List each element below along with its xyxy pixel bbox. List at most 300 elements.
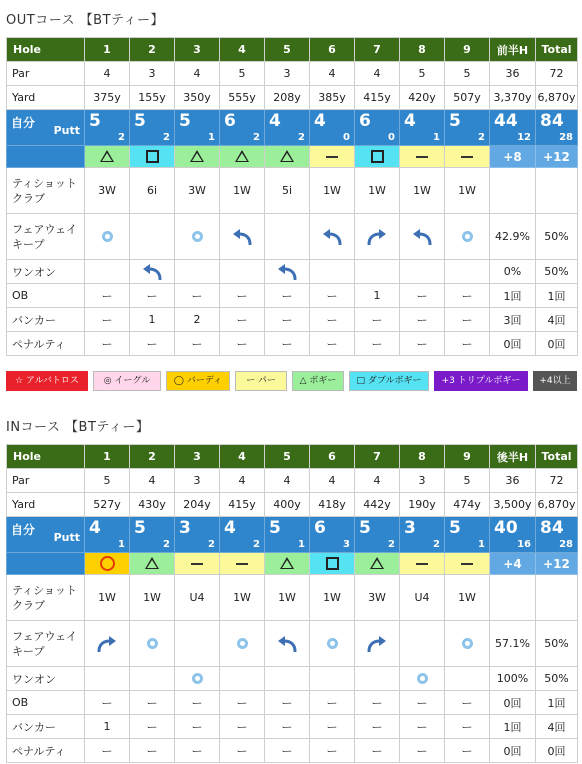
total-putts: 28 (559, 132, 573, 143)
tee-club-cell: U4 (400, 575, 445, 621)
bogey-triangle-icon (190, 150, 204, 162)
double-bogey-square-icon (146, 150, 159, 163)
total-over-par: +12 (536, 146, 578, 168)
score-cell (310, 110, 355, 146)
subtotal-over-par: +4 (490, 553, 536, 575)
hole-number: 1 (85, 445, 130, 469)
tee-club-row (7, 575, 578, 621)
fairway-keep-cell (265, 214, 310, 260)
score-mark-row (7, 146, 578, 168)
hit-circle-icon (192, 673, 203, 684)
hole-number: 3 (175, 38, 220, 62)
score-cell (130, 110, 175, 146)
par-label: Par (7, 62, 85, 86)
hole-number: 8 (400, 445, 445, 469)
stroke-count: 4 (224, 518, 236, 538)
bunker-cell: 2 (175, 308, 220, 332)
score-mark-cell (400, 146, 445, 168)
par-dash-icon (326, 156, 338, 158)
ob-label: OB (7, 691, 85, 715)
one-on-cell (130, 667, 175, 691)
fairway-keep-cell (85, 214, 130, 260)
tee-club-subtotal (490, 168, 536, 214)
hole-label: Hole (7, 38, 85, 62)
par-cell: 4 (175, 62, 220, 86)
ob-cell: ー (175, 691, 220, 715)
fairway-keep-row (7, 621, 578, 667)
one-on-cell (220, 667, 265, 691)
par-dash-icon (416, 156, 428, 158)
par-cell: 4 (220, 469, 265, 493)
putt-count: 2 (208, 539, 215, 550)
tee-club-cell: 1W (400, 168, 445, 214)
tee-club-subtotal (490, 575, 536, 621)
tee-club-cell: U4 (175, 575, 220, 621)
bunker-subtotal: 1回 (490, 715, 536, 739)
score-subtotal-cell (490, 517, 536, 553)
bogey-triangle-icon (235, 150, 249, 162)
score-row (7, 517, 578, 553)
ob-subtotal: 1回 (490, 284, 536, 308)
bunker-row (7, 715, 578, 739)
fairway-keep-cell (220, 214, 265, 260)
hole-number: 1 (85, 38, 130, 62)
yard-cell: 375y (85, 86, 130, 110)
yard-label: Yard (7, 493, 85, 517)
score-mark-cell (175, 146, 220, 168)
stroke-count: 6 (359, 111, 371, 131)
one-on-row (7, 260, 578, 284)
score-cell (130, 517, 175, 553)
score-mark-cell (265, 146, 310, 168)
double-bogey-square-icon (326, 557, 339, 570)
miss-left-arrow-icon (141, 268, 163, 281)
putt-count: 2 (388, 539, 395, 550)
one-on-row (7, 667, 578, 691)
score-mark-cell (445, 146, 490, 168)
tee-club-cell: 1W (220, 575, 265, 621)
score-mark-row (7, 553, 578, 575)
half-subtotal-header: 前半H (490, 38, 536, 62)
par-dash-icon (461, 156, 473, 158)
stroke-count: 5 (179, 111, 191, 131)
bunker-total: 4回 (536, 308, 578, 332)
bogey-triangle-icon (280, 150, 294, 162)
hole-number: 2 (130, 445, 175, 469)
one-on-cell (130, 260, 175, 284)
one-on-cell (355, 260, 400, 284)
ob-total: 1回 (536, 691, 578, 715)
bogey-triangle-icon (280, 557, 294, 569)
hole-header-row (7, 445, 578, 469)
total-header: Total (536, 38, 578, 62)
penalty-row (7, 739, 578, 763)
ob-cell: ー (220, 284, 265, 308)
hole-number: 8 (400, 38, 445, 62)
par-dash-icon (191, 563, 203, 565)
miss-left-arrow-icon (321, 233, 343, 246)
one-on-cell (310, 667, 355, 691)
score-cell (400, 110, 445, 146)
yard-subtotal: 3,370y (490, 86, 536, 110)
penalty-cell: ー (175, 332, 220, 356)
stroke-count: 6 (224, 111, 236, 131)
score-cell (445, 517, 490, 553)
par-cell: 4 (265, 469, 310, 493)
bunker-cell: ー (400, 308, 445, 332)
miss-left-arrow-icon (276, 268, 298, 281)
par-dash-icon (236, 563, 248, 565)
score-cell (355, 517, 400, 553)
penalty-cell: ー (400, 332, 445, 356)
score-mark-cell (175, 553, 220, 575)
hole-header-row (7, 38, 578, 62)
ob-cell: ー (130, 284, 175, 308)
hit-circle-icon (192, 231, 203, 242)
bunker-cell: ー (220, 715, 265, 739)
yard-cell: 155y (130, 86, 175, 110)
tee-club-total (536, 575, 578, 621)
fairway-keep-cell (310, 621, 355, 667)
self-label: 自分 (11, 116, 36, 130)
bunker-cell: 1 (85, 715, 130, 739)
score-legend (6, 371, 577, 391)
yard-cell: 400y (265, 493, 310, 517)
hit-circle-icon (102, 231, 113, 242)
penalty-cell: ー (445, 332, 490, 356)
tee-club-label: ティショット クラブ (7, 168, 85, 214)
legend-birdie: ◯ バーディ (166, 371, 230, 391)
fairway-keep-cell (400, 621, 445, 667)
bunker-label: バンカー (7, 715, 85, 739)
out-course-title: OUTコース 【BTティー】 (6, 13, 164, 28)
stroke-count: 5 (89, 111, 101, 131)
stroke-count: 5 (134, 518, 146, 538)
par-row (7, 62, 578, 86)
hole-number: 5 (265, 38, 310, 62)
bunker-cell: ー (220, 308, 265, 332)
yard-cell: 385y (310, 86, 355, 110)
ob-cell: ー (85, 691, 130, 715)
subtotal-strokes: 44 (494, 111, 518, 131)
one-on-cell (220, 260, 265, 284)
penalty-cell: ー (265, 739, 310, 763)
out-scorecard-table (6, 37, 578, 356)
tee-club-label: ティショット クラブ (7, 575, 85, 621)
putt-count: 3 (343, 539, 350, 550)
miss-right-arrow-icon (366, 233, 388, 246)
fairway-keep-cell (355, 621, 400, 667)
penalty-row (7, 332, 578, 356)
par-cell: 5 (445, 62, 490, 86)
stroke-count: 4 (269, 111, 281, 131)
tee-club-cell: 1W (445, 575, 490, 621)
fairway-keep-cell (220, 621, 265, 667)
subtotal-strokes: 40 (494, 518, 518, 538)
score-subtotal-cell (490, 110, 536, 146)
penalty-subtotal: 0回 (490, 332, 536, 356)
tee-club-total (536, 168, 578, 214)
bunker-cell: ー (130, 715, 175, 739)
bogey-triangle-icon (145, 557, 159, 569)
miss-left-arrow-icon (411, 233, 433, 246)
fairway-keep-subtotal: 57.1% (490, 621, 536, 667)
score-cell (400, 517, 445, 553)
one-on-label: ワンオン (7, 260, 85, 284)
penalty-cell: ー (400, 739, 445, 763)
one-on-subtotal: 100% (490, 667, 536, 691)
putt-count: 2 (163, 132, 170, 143)
double-bogey-square-icon (371, 150, 384, 163)
hole-number: 4 (220, 38, 265, 62)
fairway-keep-label: フェアウェイ キープ (7, 214, 85, 260)
putt-count: 2 (478, 132, 485, 143)
penalty-label: ペナルティ (7, 332, 85, 356)
yard-cell: 430y (130, 493, 175, 517)
tee-club-cell: 1W (85, 575, 130, 621)
score-mark-cell (85, 553, 130, 575)
bunker-cell: ー (310, 715, 355, 739)
score-mark-cell (130, 553, 175, 575)
ob-cell: ー (130, 691, 175, 715)
yard-cell: 190y (400, 493, 445, 517)
stroke-count: 5 (134, 111, 146, 131)
miss-left-arrow-icon (231, 233, 253, 246)
one-on-cell (85, 260, 130, 284)
score-total-cell (536, 517, 578, 553)
fairway-keep-cell (175, 621, 220, 667)
bunker-total: 4回 (536, 715, 578, 739)
penalty-cell: ー (355, 332, 400, 356)
penalty-cell: ー (355, 739, 400, 763)
par-total: 72 (536, 469, 578, 493)
hole-number: 2 (130, 38, 175, 62)
score-mark-cell (445, 553, 490, 575)
par-cell: 4 (85, 62, 130, 86)
bunker-subtotal: 3回 (490, 308, 536, 332)
score-mark-cell (355, 553, 400, 575)
score-mark-cell (220, 146, 265, 168)
bunker-cell: 1 (130, 308, 175, 332)
yard-cell: 208y (265, 86, 310, 110)
penalty-cell: ー (175, 739, 220, 763)
ob-cell: ー (400, 691, 445, 715)
total-over-par: +12 (536, 553, 578, 575)
ob-cell: ー (355, 691, 400, 715)
tee-club-cell: 5i (265, 168, 310, 214)
par-cell: 4 (130, 469, 175, 493)
fairway-keep-total: 50% (536, 214, 578, 260)
one-on-total: 50% (536, 260, 578, 284)
bunker-cell: ー (265, 715, 310, 739)
fairway-keep-cell (130, 214, 175, 260)
bunker-cell: ー (445, 308, 490, 332)
score-mark-cell (400, 553, 445, 575)
stroke-count: 4 (314, 111, 326, 131)
penalty-cell: ー (310, 332, 355, 356)
yard-row (7, 86, 578, 110)
legend-bogey: △ ボギー (292, 371, 344, 391)
total-strokes: 84 (540, 111, 564, 131)
score-cell (265, 110, 310, 146)
legend-par: ー パー (235, 371, 287, 391)
par-cell: 5 (85, 469, 130, 493)
fairway-keep-cell (265, 621, 310, 667)
tee-club-cell: 1W (310, 168, 355, 214)
score-mark-cell (220, 553, 265, 575)
score-cell (355, 110, 400, 146)
putt-count: 1 (478, 539, 485, 550)
hit-circle-icon (147, 638, 158, 649)
fairway-keep-cell (400, 214, 445, 260)
miss-right-arrow-icon (366, 640, 388, 653)
par-dash-icon (416, 563, 428, 565)
score-mark-cell (265, 553, 310, 575)
ob-cell: ー (265, 691, 310, 715)
total-putts: 28 (559, 539, 573, 550)
one-on-cell (445, 667, 490, 691)
ob-cell: ー (310, 284, 355, 308)
one-on-cell (400, 260, 445, 284)
penalty-cell: ー (445, 739, 490, 763)
hole-number: 9 (445, 445, 490, 469)
stroke-count: 5 (269, 518, 281, 538)
tee-club-cell: 3W (355, 575, 400, 621)
par-cell: 5 (220, 62, 265, 86)
score-mark-cell (85, 146, 130, 168)
putt-label: Putt (53, 124, 80, 137)
penalty-cell: ー (85, 739, 130, 763)
mark-label-cell (7, 146, 85, 168)
par-dash-icon (461, 563, 473, 565)
par-cell: 4 (310, 62, 355, 86)
stroke-count: 4 (89, 518, 101, 538)
yard-cell: 527y (85, 493, 130, 517)
legend-quad-plus: +4以上 (533, 371, 577, 391)
putt-count: 1 (298, 539, 305, 550)
mark-label-cell (7, 553, 85, 575)
tee-club-cell: 1W (265, 575, 310, 621)
score-cell (175, 517, 220, 553)
ob-total: 1回 (536, 284, 578, 308)
hole-number: 6 (310, 38, 355, 62)
putt-count: 2 (433, 539, 440, 550)
subtotal-over-par: +8 (490, 146, 536, 168)
legend-double-bogey: □ ダブルボギー (349, 371, 429, 391)
tee-club-cell: 1W (220, 168, 265, 214)
par-subtotal: 36 (490, 62, 536, 86)
legend-albatross: ☆ アルバトロス (6, 371, 88, 391)
one-on-cell (310, 260, 355, 284)
putt-count: 2 (253, 539, 260, 550)
stroke-count: 5 (359, 518, 371, 538)
score-mark-cell (355, 146, 400, 168)
putt-count: 2 (253, 132, 260, 143)
yard-total: 6,870y (536, 493, 578, 517)
ob-cell: ー (85, 284, 130, 308)
stroke-count: 5 (449, 111, 461, 131)
bunker-cell: ー (355, 715, 400, 739)
putt-count: 2 (163, 539, 170, 550)
par-cell: 3 (130, 62, 175, 86)
fairway-keep-cell (445, 621, 490, 667)
legend-triple-bogey: +3 トリプルボギー (434, 371, 528, 391)
score-mark-cell (310, 146, 355, 168)
bunker-cell: ー (265, 308, 310, 332)
yard-cell: 474y (445, 493, 490, 517)
penalty-cell: ー (85, 332, 130, 356)
stroke-count: 3 (404, 518, 416, 538)
penalty-cell: ー (265, 332, 310, 356)
one-on-label: ワンオン (7, 667, 85, 691)
putt-count: 2 (298, 132, 305, 143)
score-label-cell (7, 517, 85, 553)
score-cell (265, 517, 310, 553)
miss-right-arrow-icon (96, 640, 118, 653)
miss-left-arrow-icon (276, 640, 298, 653)
par-cell: 4 (310, 469, 355, 493)
ob-cell: ー (265, 284, 310, 308)
fairway-keep-row (7, 214, 578, 260)
hole-number: 4 (220, 445, 265, 469)
yard-cell: 418y (310, 493, 355, 517)
hit-circle-icon (462, 231, 473, 242)
hole-number: 3 (175, 445, 220, 469)
penalty-subtotal: 0回 (490, 739, 536, 763)
yard-subtotal: 3,500y (490, 493, 536, 517)
hit-circle-icon (462, 638, 473, 649)
penalty-cell: ー (220, 332, 265, 356)
yard-cell: 442y (355, 493, 400, 517)
tee-club-cell: 1W (445, 168, 490, 214)
one-on-subtotal: 0% (490, 260, 536, 284)
yard-cell: 350y (175, 86, 220, 110)
par-cell: 4 (355, 62, 400, 86)
yard-cell: 507y (445, 86, 490, 110)
bunker-cell: ー (175, 715, 220, 739)
score-row (7, 110, 578, 146)
ob-cell: ー (220, 691, 265, 715)
score-cell (220, 517, 265, 553)
putt-count: 0 (388, 132, 395, 143)
fairway-keep-cell (175, 214, 220, 260)
ob-row (7, 691, 578, 715)
fairway-keep-cell (355, 214, 400, 260)
penalty-total: 0回 (536, 739, 578, 763)
hole-number: 7 (355, 38, 400, 62)
stroke-count: 5 (449, 518, 461, 538)
ob-cell: ー (400, 284, 445, 308)
bunker-cell: ー (400, 715, 445, 739)
par-cell: 3 (265, 62, 310, 86)
yard-cell: 555y (220, 86, 265, 110)
stroke-count: 3 (179, 518, 191, 538)
hole-number: 7 (355, 445, 400, 469)
yard-cell: 415y (355, 86, 400, 110)
ob-label: OB (7, 284, 85, 308)
par-total: 72 (536, 62, 578, 86)
one-on-cell (85, 667, 130, 691)
tee-club-cell: 3W (175, 168, 220, 214)
tee-club-row (7, 168, 578, 214)
bunker-row (7, 308, 578, 332)
ob-cell: ー (310, 691, 355, 715)
total-header: Total (536, 445, 578, 469)
in-course-title: INコース 【BTティー】 (6, 420, 150, 435)
hole-number: 9 (445, 38, 490, 62)
ob-cell: ー (445, 284, 490, 308)
score-cell (220, 110, 265, 146)
